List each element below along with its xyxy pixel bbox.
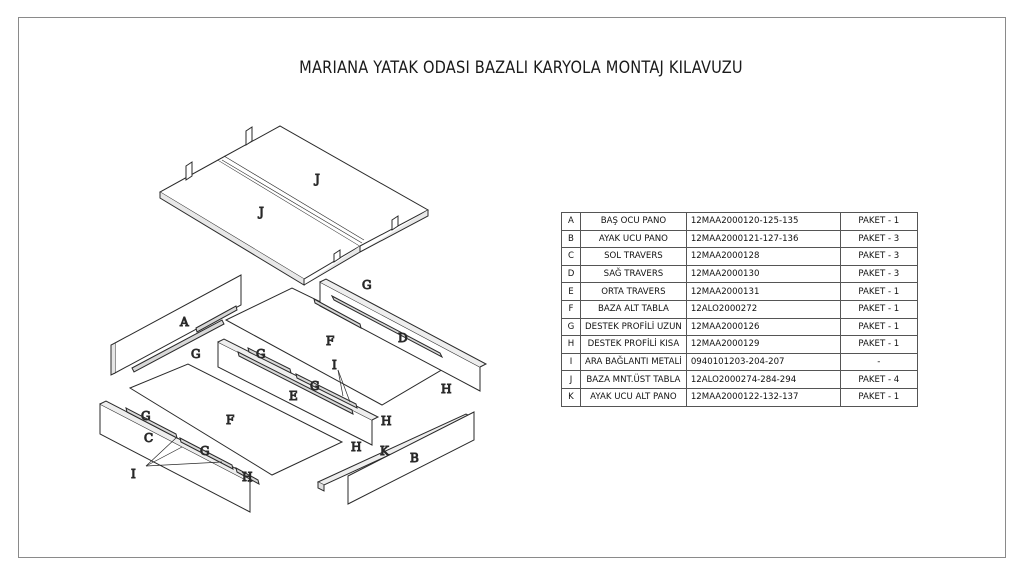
part-name: DESTEK PROFİLİ KISA bbox=[581, 336, 687, 354]
table-row bbox=[562, 353, 918, 371]
part-package: PAKET - 1 bbox=[840, 213, 917, 231]
part-letter: E bbox=[562, 283, 581, 301]
part-code: 12MAA2000131 bbox=[686, 283, 840, 301]
part-package: PAKET - 3 bbox=[840, 230, 917, 248]
part-name: ORTA TRAVERS bbox=[581, 283, 687, 301]
part-letter: K bbox=[562, 388, 581, 406]
part-name: AYAK UCU ALT PANO bbox=[581, 388, 687, 406]
callout-g-2: G bbox=[191, 347, 201, 361]
part-package: PAKET - 3 bbox=[840, 248, 917, 266]
part-code: 12ALO2000274-284-294 bbox=[686, 371, 840, 389]
part-name: BAZA ALT TABLA bbox=[581, 300, 687, 318]
part-letter: J bbox=[562, 371, 581, 389]
table-row bbox=[562, 248, 918, 266]
part-package: PAKET - 3 bbox=[840, 265, 917, 283]
part-j-top-boards bbox=[160, 126, 428, 285]
part-letter: C bbox=[562, 248, 581, 266]
page-title: MARIANA YATAK ODASI BAZALI KARYOLA MONTAJ KILAVUZU bbox=[299, 58, 743, 78]
parts-table bbox=[561, 212, 918, 407]
table-row bbox=[562, 283, 918, 301]
part-code: 12MAA2000121-127-136 bbox=[686, 230, 840, 248]
part-package: PAKET - 1 bbox=[840, 283, 917, 301]
callout-i-1: I bbox=[332, 358, 337, 372]
part-letter: F bbox=[562, 300, 581, 318]
callout-g-3: G bbox=[256, 347, 266, 361]
callout-g-5: G bbox=[141, 409, 151, 423]
part-code: 12MAA2000126 bbox=[686, 318, 840, 336]
table-row bbox=[562, 230, 918, 248]
callout-h-2: H bbox=[381, 414, 392, 428]
part-letter: A bbox=[562, 213, 581, 231]
part-code: 12MAA2000122-132-137 bbox=[686, 388, 840, 406]
callout-f-lower: F bbox=[226, 413, 235, 427]
table-row bbox=[562, 265, 918, 283]
callout-d: D bbox=[398, 331, 408, 345]
table-row bbox=[562, 213, 918, 231]
part-name: BAZA MNT.ÜST TABLA bbox=[581, 371, 687, 389]
callout-h-4: H bbox=[242, 470, 253, 484]
table-row bbox=[562, 318, 918, 336]
callout-a: A bbox=[180, 315, 189, 329]
callout-g-1: G bbox=[362, 278, 372, 292]
part-code: 12ALO2000272 bbox=[686, 300, 840, 318]
table-row bbox=[562, 336, 918, 354]
part-letter: G bbox=[562, 318, 581, 336]
part-name: BAŞ OCU PANO bbox=[581, 213, 687, 231]
table-row bbox=[562, 388, 918, 406]
part-name: ARA BAĞLANTI METALİ bbox=[581, 353, 687, 371]
part-code: 12MAA2000120-125-135 bbox=[686, 213, 840, 231]
part-package: PAKET - 4 bbox=[840, 371, 917, 389]
callout-k: K bbox=[380, 444, 389, 458]
part-package: PAKET - 1 bbox=[840, 300, 917, 318]
part-letter: D bbox=[562, 265, 581, 283]
callout-j-2: J bbox=[259, 205, 264, 219]
part-letter: B bbox=[562, 230, 581, 248]
part-package: PAKET - 1 bbox=[840, 336, 917, 354]
part-code: 12MAA2000129 bbox=[686, 336, 840, 354]
part-code: 0940101203-204-207 bbox=[686, 353, 840, 371]
part-package: - bbox=[840, 353, 917, 371]
callout-h-1: H bbox=[441, 382, 452, 396]
table-row bbox=[562, 371, 918, 389]
part-code: 12MAA2000130 bbox=[686, 265, 840, 283]
part-package: PAKET - 1 bbox=[840, 318, 917, 336]
part-letter: H bbox=[562, 336, 581, 354]
part-code: 12MAA2000128 bbox=[686, 248, 840, 266]
callout-g-6: G bbox=[200, 444, 210, 458]
callout-c: C bbox=[144, 431, 154, 445]
callout-g-4: G bbox=[310, 379, 320, 393]
part-package: PAKET - 1 bbox=[840, 388, 917, 406]
callout-h-3: H bbox=[351, 440, 362, 454]
callout-i-2: I bbox=[131, 467, 136, 481]
part-letter: I bbox=[562, 353, 581, 371]
callout-b: B bbox=[410, 451, 419, 465]
part-name: AYAK UCU PANO bbox=[581, 230, 687, 248]
callout-j-1: J bbox=[315, 172, 320, 186]
callout-f-upper: F bbox=[326, 334, 335, 348]
part-name: DESTEK PROFİLİ UZUN bbox=[581, 318, 687, 336]
table-row bbox=[562, 300, 918, 318]
callout-e: E bbox=[289, 389, 298, 403]
part-name: SAĞ TRAVERS bbox=[581, 265, 687, 283]
part-name: SOL TRAVERS bbox=[581, 248, 687, 266]
